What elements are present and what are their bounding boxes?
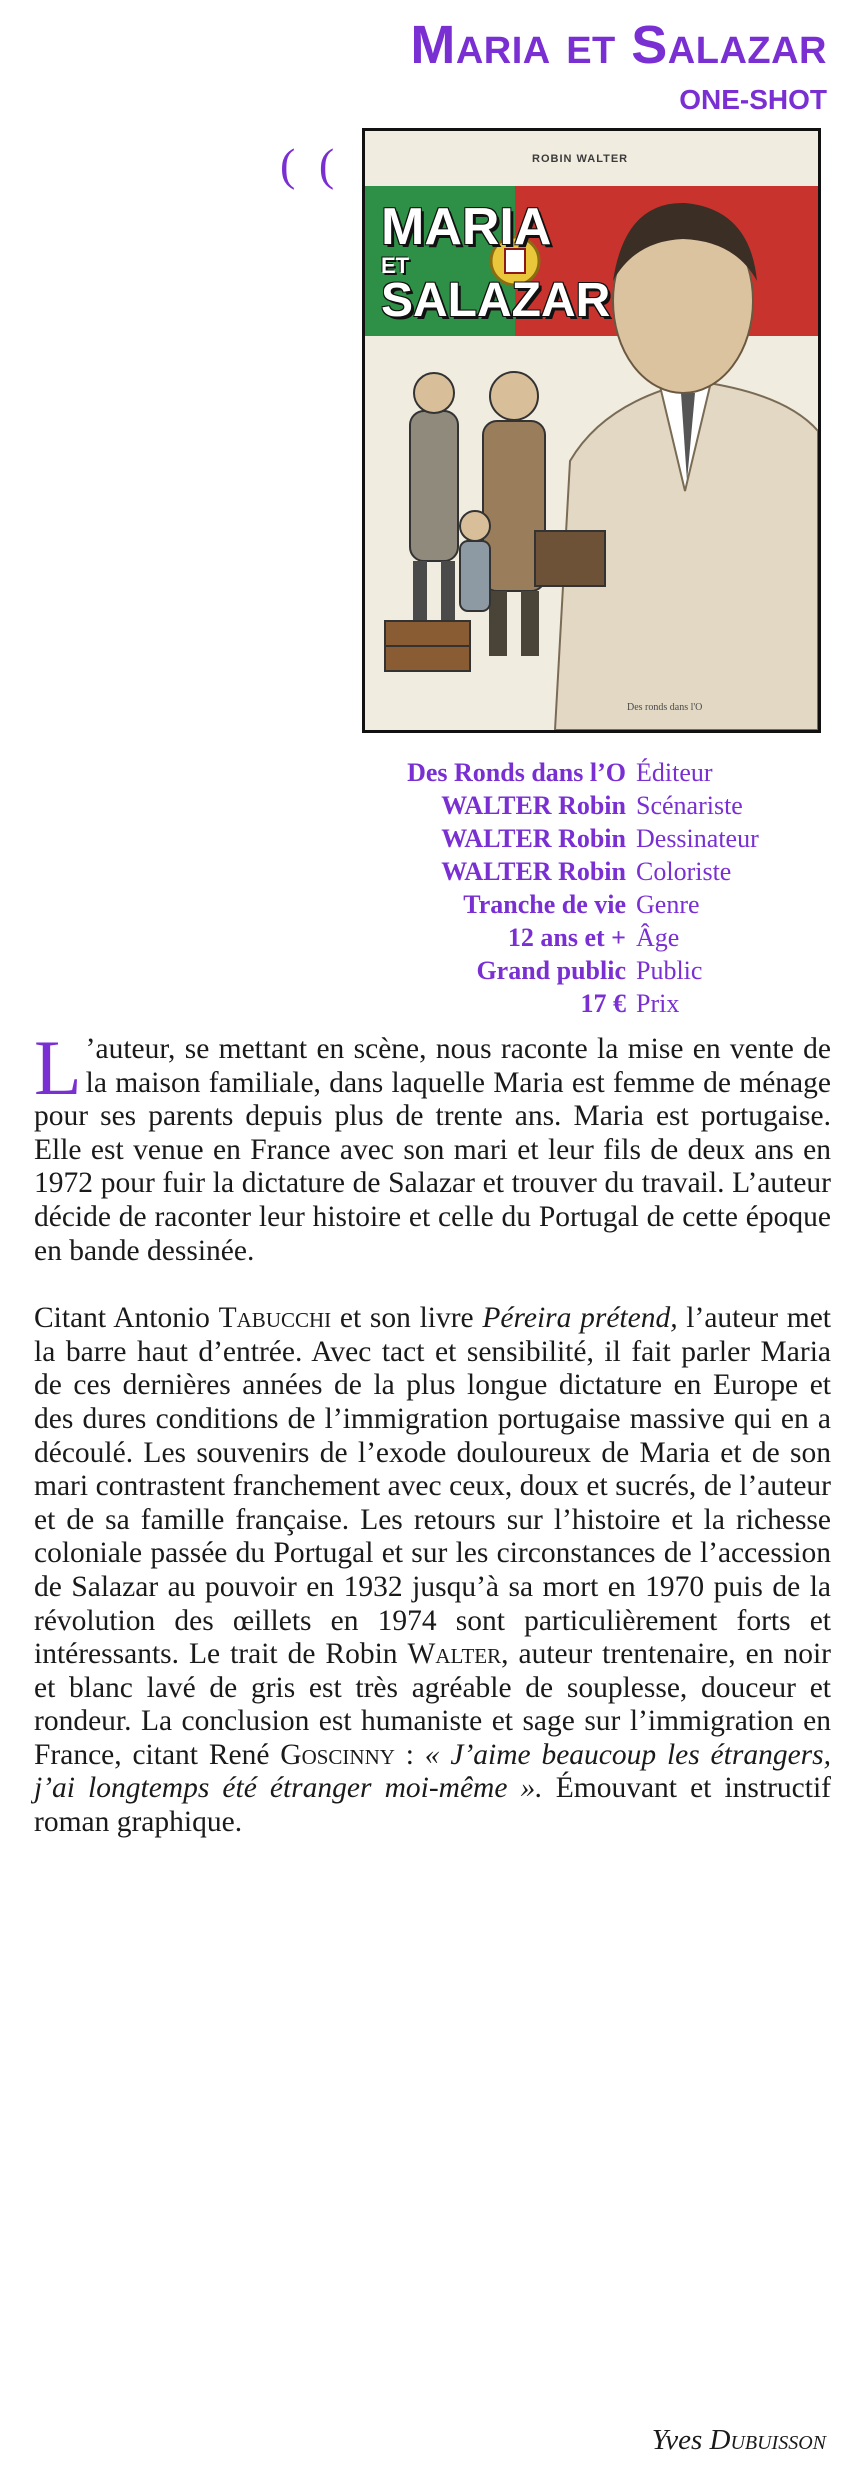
metadata-row-age — [0, 923, 864, 956]
review-paragraph-2 — [34, 1302, 831, 1840]
metadata-label: Coloriste — [636, 857, 732, 886]
metadata-row-artist — [0, 824, 864, 857]
metadata-value: Tranche de vie — [463, 890, 626, 919]
cover-title-line-1: MARIA — [381, 198, 552, 256]
metadata-row-price — [0, 989, 864, 1022]
metadata-label: Prix — [636, 989, 680, 1018]
author-name-walter: Walter — [407, 1638, 502, 1671]
book-title-pereira: Péreira prétend, — [482, 1302, 678, 1335]
metadata-label: Public — [636, 956, 703, 985]
paragraph-text: l’auteur met la barre haut d’entrée. Avec tact et sensibilité, il fait parler Maria de ces dernières années de la plus longue dictature en Europe et des dures conditions de l’immigration portugaise massive qui en a découlé. Les souvenirs de l’exode douloureux de Maria et de son mari contrastent franchement avec ceux, doux et sucrés, de l’auteur et de sa famille française. Les retours sur l’histoire et la richesse coloniale passée du Portugal et sur les circonstances de l’accession de Salazar au pouvoir en 1932 jusqu’à sa mort en 1970 puis de la révolution des œillets en 1974 sont particulièrement forts et intéressants. Le trait de Robin — [34, 1302, 831, 1671]
paragraph-text: Émouvant et instructif roman graphique. — [34, 1772, 831, 1839]
metadata-value: 12 ans et + — [507, 923, 626, 952]
goscinny-quote: « J’aime beaucoup les étrangers, j’ai longtemps été étranger moi-même ». — [34, 1738, 832, 1805]
author-name-goscinny: Goscinny — [280, 1738, 395, 1771]
metadata-value: Des Ronds dans l’O — [407, 758, 626, 787]
signature-last-name: Dubuisson — [709, 2424, 826, 2456]
metadata-row-writer — [0, 791, 864, 824]
review-paragraph-1 — [34, 1024, 831, 1268]
review-text — [34, 1024, 832, 1840]
series-type-label: ONE-SHOT — [679, 84, 827, 115]
metadata-value: 17 € — [580, 989, 626, 1018]
drop-cap: L — [34, 1024, 82, 1111]
metadata-row-colorist — [0, 857, 864, 890]
book-cover-image — [362, 128, 821, 733]
metadata-label: Éditeur — [636, 758, 713, 787]
metadata-label: Âge — [636, 923, 680, 952]
metadata-row-genre — [0, 890, 864, 923]
cover-title-line-3: SALAZAR — [381, 274, 611, 327]
metadata-value: WALTER Robin — [441, 791, 626, 820]
metadata-label: Genre — [636, 890, 700, 919]
paragraph-text: ’auteur, se mettant en scène, nous raconte la mise en vente de la maison familiale, dans laquelle Maria est femme de ménage pour ses parents depuis plus de trente ans. Maria est portugaise. Elle est venue en France avec son mari et leur fils de deux ans en 1972 pour fuir la dictature de Salazar et trouver du travail. L’auteur décide de raconter leur histoire et celle du Portugal de cette époque en bande dessinée. — [34, 1033, 831, 1267]
signature-first-name: Yves — [651, 2424, 710, 2456]
author-name-tabucchi: Tabucchi — [218, 1302, 332, 1335]
metadata-label: Scénariste — [636, 791, 743, 820]
paragraph-text: Citant Antonio — [34, 1302, 219, 1335]
metadata-value: Grand public — [476, 956, 626, 985]
rating-marks: ( ( — [280, 139, 341, 190]
paragraph-text: et son livre — [331, 1302, 483, 1335]
paragraph-text: , auteur trentenaire, en noir et blanc lavé de gris est très agréable de souplesse, douceur et rondeur. La conclusion est humaniste et sage sur l’immigration en France, citant René — [34, 1638, 832, 1771]
review-signature — [652, 2424, 826, 2457]
metadata-value: WALTER Robin — [441, 824, 626, 853]
cover-author: ROBIN WALTER — [532, 153, 629, 165]
cover-publisher: Des ronds dans l'O — [627, 702, 703, 713]
page-title: Maria et Salazar — [410, 15, 827, 75]
metadata-row-publisher — [0, 758, 864, 791]
metadata-label: Dessinateur — [636, 824, 759, 853]
cover-title-line-2: ET — [381, 253, 410, 278]
paragraph-text: : — [394, 1738, 425, 1771]
metadata-value: WALTER Robin — [441, 857, 626, 886]
metadata-row-audience — [0, 956, 864, 989]
